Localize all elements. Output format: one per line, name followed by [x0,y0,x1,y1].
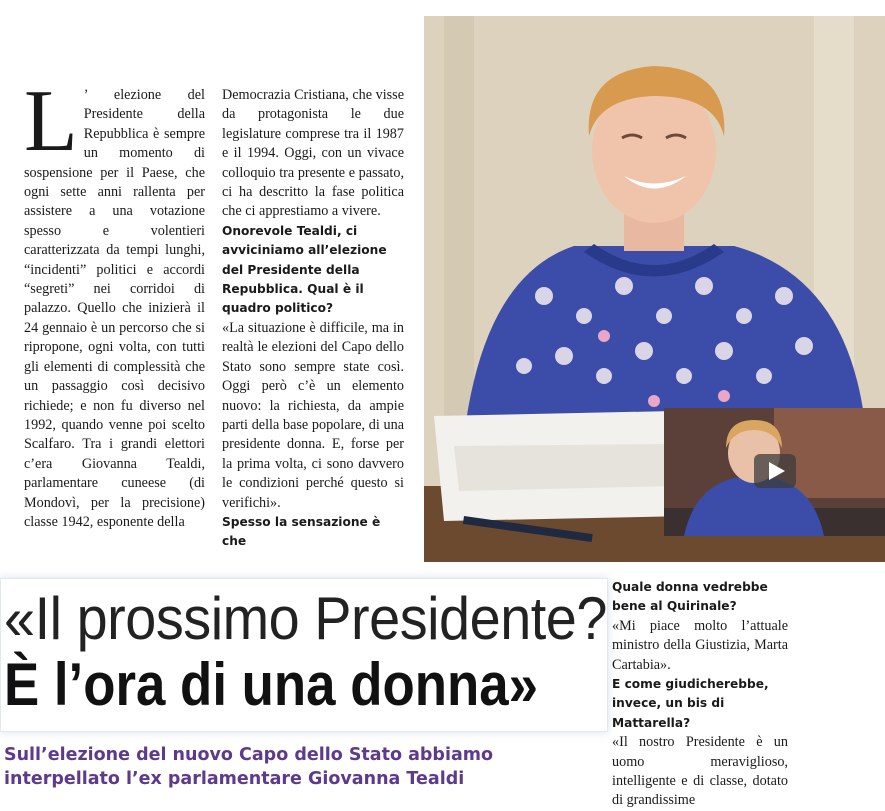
interview-answer: «Mi piace molto l’attuale ministro della Giustizia, Marta Cartabia». [612,617,788,673]
interview-question: Quale donna vedrebbe bene al Quirinale? [612,580,768,614]
article-column-1 [24,73,205,532]
interview-answer: «Il nostro Presidente è un uomo meraviglioso, intelligente e di classe, dotato di grandissime [612,734,788,809]
play-button[interactable] [754,454,796,488]
article-column-3 [612,578,788,811]
article-paragraph: ’ elezione del Presidente della Repubblica è sempre un momento di sospensione per il Paese, che ogni sette anni rallenta per assistere a una votazione spesso e volentieri caratterizzata da tempi lunghi, “incidenti” politici e accordi “segreti” nei corridoi di palazzo. Quello che inizierà il 24 gennaio è un percorso che si ripropone, ogni volta, con tutti gli elementi di complessità che un passaggio così decisivo richiede; e non fu diverso nel 1992, quando venne poi scelto Scalfaro. Tra i grandi elettori c’era Giovanna Tealdi, parlamentare cuneese (di Mondovì, per la precisione) classe 1942, esponente della [24,87,205,530]
article-paragraph: Democrazia Cristiana, che visse da protagonista le due legislature comprese tra il 1987 e il 1994. Oggi, con un vivace colloquio tra presente e passato, ci ha descritto la fase politica che ci apprestiamo a vivere. [222,87,404,220]
headline-line-1: «Il prossimo Presidente? [4,585,607,652]
video-thumbnail[interactable] [664,408,885,536]
headline-line-2: È l’ora di una donna» [4,651,538,718]
drop-cap: L [24,73,78,170]
interview-question: Spesso la sensazione è che [222,514,381,549]
interview-question: E come giudicherebbe, invece, un bis di Mattarella? [612,677,769,730]
article-column-2 [222,86,404,552]
interview-answer: «La situazione è difficile, ma in realtà le elezioni del Capo dello Stato sono sempre state così. Oggi però c’è un elemento nuovo: la richiesta, da ampie parti della base popolare, di una presidente donna. E, forse per la prima volta, ci sono davvero le condizioni perché questo si verifichi». [222,319,404,511]
subtitle: Sull’elezione del nuovo Capo dello Stato abbiamo interpellato l’ex parlamentare Giovanna Tealdi [4,745,494,789]
interview-question: Onorevole Tealdi, ci avviciniamo all’elezione del Presidente della Repubblica. Qual è il quadro politico? [222,223,387,316]
